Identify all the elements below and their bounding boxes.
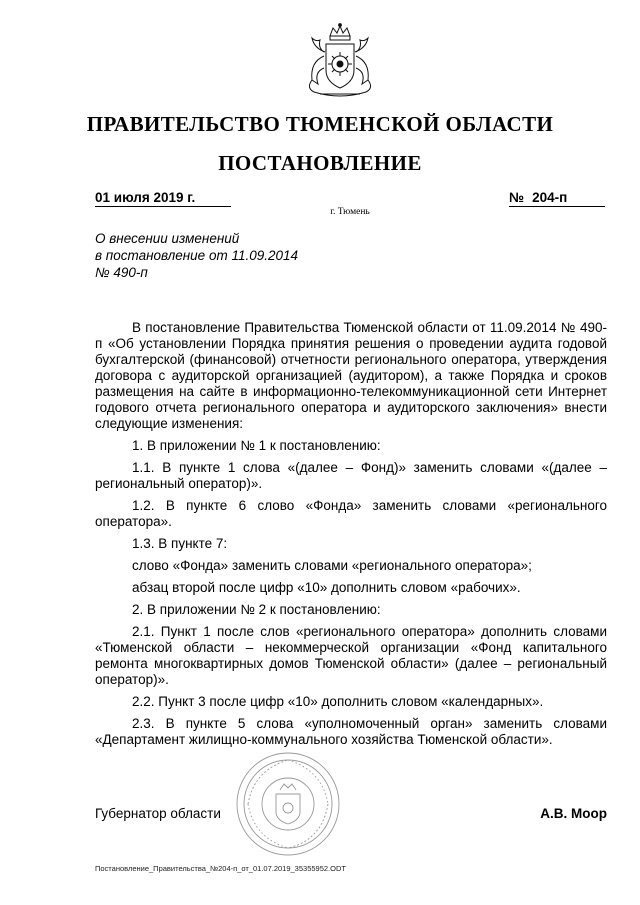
subject-line: № 490-п [95, 265, 148, 280]
body-paragraph: 2. В приложении № 2 к постановлению: [132, 602, 381, 617]
body-paragraph: абзац второй после цифр «10» дополнить словом «рабочих». [132, 580, 521, 595]
subject-line: в постановление от 11.09.2014 [95, 248, 299, 263]
body-paragraph: 2.1. Пункт 1 после слов «регионального оператора» дополнить словами «Тюменской области – некоммерческой организации «Фонд капитального ремонта многоквартирных домов Тюменской области» (далее – региональный оператор)». [95, 624, 607, 687]
number-sign: № [509, 190, 525, 205]
government-title: ПРАВИТЕЛЬСТВО ТЮМЕНСКОЙ ОБЛАСТИ [86, 112, 554, 136]
issue-city: г. Тюмень [330, 207, 370, 217]
tyumen-coat-of-arms-icon [300, 22, 380, 100]
body-paragraph: 2.3. В пункте 5 слова «уполномоченный орган» заменить словами «Департамент жилищно-коммунального хозяйства Тюменской области». [95, 716, 607, 747]
document-subject [95, 230, 355, 281]
subject-line: О внесении изменений [95, 231, 240, 246]
body-paragraph: 1. В приложении № 1 к постановлению: [132, 438, 381, 453]
document-date: 01 июля 2019 г. [95, 190, 231, 207]
body-paragraph: 1.3. В пункте 7: [132, 536, 228, 551]
document-body [95, 320, 607, 754]
body-paragraph: 1.2. В пункте 6 слово «Фонда» заменить словами «регионального оператора». [95, 498, 607, 529]
signature-block [95, 806, 607, 826]
body-paragraph: слово «Фонда» заменить словами «регионального оператора»; [132, 558, 532, 573]
body-paragraph: 1.1. В пункте 1 слова «(далее – Фонд)» заменить словами «(далее – региональный оператор)». [95, 460, 607, 491]
footer-filename: Постановление_Правительства_№204-п_от_01.07.2019_35355952.ODT [95, 864, 346, 873]
signer-position: Губернатор области [95, 806, 221, 821]
body-paragraph: 2.2. Пункт 3 после цифр «10» дополнить словом «календарных». [132, 694, 544, 709]
document-number-field [509, 190, 605, 207]
official-seal-stamp-icon [234, 750, 342, 858]
document-type-title: ПОСТАНОВЛЕНИЕ [218, 151, 422, 175]
body-paragraph: В постановление Правительства Тюменской области от 11.09.2014 № 490-п «Об установлении Порядка принятия решения о проведении аудита годовой бухгалтерской (финансовой) отчетности регионального оператора, утверждения договора с аудиторской организацией (аудитором), а также Порядка и сроков размещения на сайте в информационно-телекоммуникационной сети Интернет годового отчета регионального оператора и аудиторского заключения» внести следующие изменения: [95, 320, 607, 431]
document-number: 204-п [532, 190, 568, 205]
signer-name: А.В. Моор [540, 806, 607, 821]
